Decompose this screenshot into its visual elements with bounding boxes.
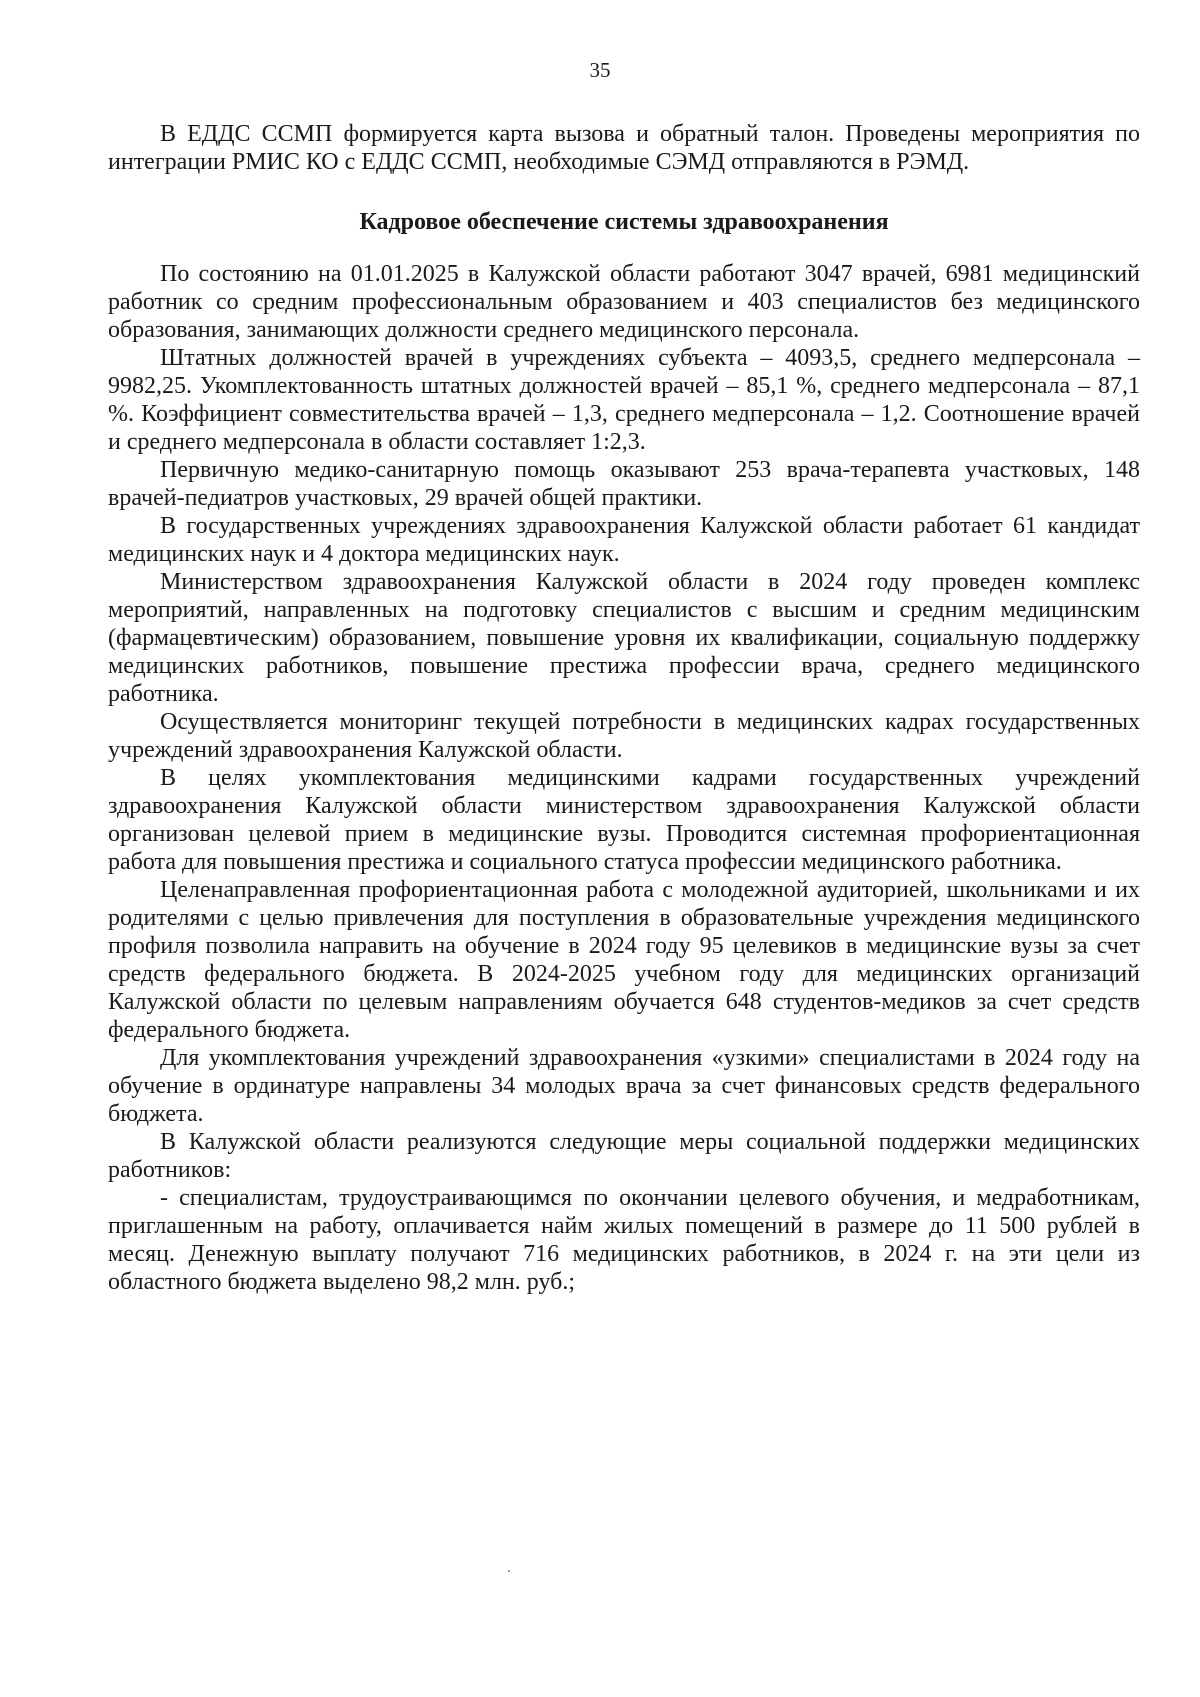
paragraph-degrees: В государственных учреждениях здравоохранения Калужской области работает 61 кандидат медицинских наук и 4 доктора медицинских наук. [108, 513, 1140, 567]
section-heading: Кадровое обеспечение системы здравоохранения [359, 209, 889, 235]
paragraph-staff-positions: Штатных должностей врачей в учреждениях субъекта – 4093,5, среднего медперсонала – 9982,25. Укомплектованность штатных должностей врачей – 85,1 %, среднего медперсонала – 87,1 %. Коэффициент совместительства врачей – 1,3, среднего медперсонала – 1,2. Соотношение врачей и среднего медперсонала в области составляет 1:2,3. [108, 345, 1140, 455]
paragraph-staff-count: По состоянию на 01.01.2025 в Калужской области работают 3047 врачей, 6981 медицинский работник со средним профессиональным образованием и 403 специалистов без медицинского образования, занимающих должности среднего медицинского персонала. [108, 261, 1140, 343]
paragraph-ministry-measures: Министерством здравоохранения Калужской области в 2024 году проведен комплекс мероприятий, направленных на подготовку специалистов с высшим и средним медицинским (фармацевтическим) образованием, повышение уровня их квалификации, социальную поддержку медицинских работников, повышение престижа профессии врача, среднего медицинского работника. [108, 569, 1140, 707]
document-body [108, 120, 1140, 1296]
paragraph-housing-support: - специалистам, трудоустраивающимся по окончании целевого обучения, и медработникам, приглашенным на работу, оплачивается найм жилых помещений в размере до 11 500 рублей в месяц. Денежную выплату получают 716 медицинских работников, в 2024 г. на эти цели из областного бюджета выделено 98,2 млн. руб.; [108, 1185, 1140, 1295]
paragraph-residency: Для укомплектования учреждений здравоохранения «узкими» специалистами в 2024 году на обучение в ординатуре направлены 34 молодых врача за счет финансовых средств федерального бюджета. [108, 1045, 1140, 1127]
paragraph-career-guidance: Целенаправленная профориентационная работа с молодежной аудиторией, школьниками и их родителями с целью привлечения для поступления в образовательные учреждения медицинского профиля позволила направить на обучение в 2024 году 95 целевиков в медицинские вузы за счет средств федерального бюджета. В 2024-2025 учебном году для медицинских организаций Калужской области по целевым направлениям обучается 648 студентов-медиков за счет средств федерального бюджета. [108, 877, 1140, 1043]
paragraph-monitoring: Осуществляется мониторинг текущей потребности в медицинских кадрах государственных учреждений здравоохранения Калужской области. [108, 709, 1140, 763]
paragraph-support-measures: В Калужской области реализуются следующие меры социальной поддержки медицинских работников: [108, 1129, 1140, 1183]
paragraph-targeted-admission: В целях укомплектования медицинскими кадрами государственных учреждений здравоохранения Калужской области министерством здравоохранения Калужской области организован целевой прием в медицинские вузы. Проводится системная профориентационная работа для повышения престижа и социального статуса профессии медицинского работника. [108, 765, 1140, 875]
scan-speck [508, 1570, 510, 1572]
page-number: 35 [589, 58, 611, 82]
paragraph-primary-care: Первичную медико-санитарную помощь оказывают 253 врача-терапевта участковых, 148 врачей-педиатров участковых, 29 врачей общей практики. [108, 457, 1140, 511]
paragraph-edds: В ЕДДС ССМП формируется карта вызова и обратный талон. Проведены мероприятия по интеграции РМИС КО с ЕДДС ССМП, необходимые СЭМД отправляются в РЭМД. [108, 121, 1140, 175]
